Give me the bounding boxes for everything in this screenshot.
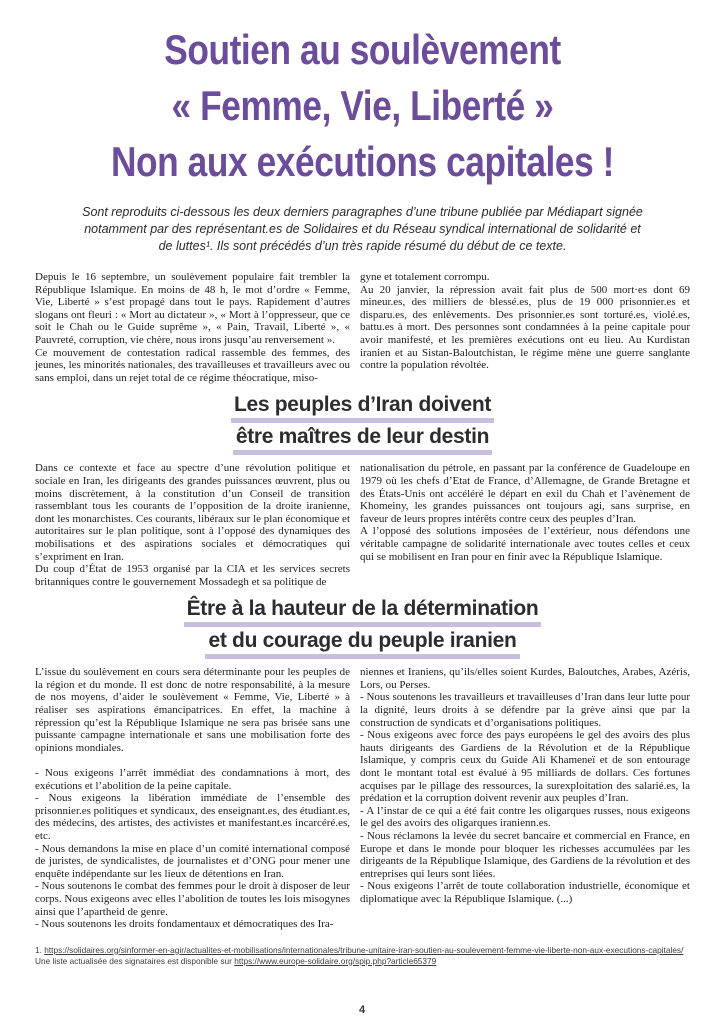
- paragraph-demand: - Nous soutenons les droits fondamentaux et démocratiques des Ira-: [35, 918, 334, 931]
- title-line-1: Soutien au soulèvement: [164, 26, 561, 73]
- paragraph-demand: - Nous exigeons l’arrêt immédiat des condamnations à mort, des exécutions et l’abolition de la peine capitale.: [35, 767, 350, 792]
- paragraph: A l’opposé des solutions imposées de l’extérieur, nous défendons une véritable campagne de solidarité internationale avec toutes celles et ceux qui se mobilisent en Iran pour en finir avec la République Islamique.: [360, 525, 690, 563]
- paragraph: niennes et Iraniens, qu’ils/elles soient Kurdes, Baloutches, Arabes, Azéris, Lors, ou Perses.: [360, 666, 690, 691]
- paragraph-demand: - Nous réclamons la levée du secret bancaire et commercial en France, en Europe et dans le monde pour bloquer les richesses accumulées par les dirigeants de la République Islamique, des Gardiens de la révolution et des entreprises qui leurs sont liées.: [360, 830, 690, 880]
- paragraph: Dans ce contexte et face au spectre d’une révolution politique et sociale en Iran, les dirigeants des grandes puissances œuvrent, plus ou moins discrètement, à la constitution d’un Conseil de transition rassemblant tous les courants de l’opposition de la droite iranienne, dont les monarchistes. Ces courants, libéraux sur le plan économique et autoritaires sur le plan politique, sont à l’opposé des dynamiques des mobilisations et des aspirations sociales et démocratiques qui s’expriment en Iran.: [35, 462, 350, 563]
- heading-text: Les peuples d’Iran doivent: [231, 393, 494, 423]
- heading-text: Être à la hauteur de la détermination: [184, 597, 542, 627]
- column-right: [360, 271, 690, 372]
- section-heading-hauteur-determination: [35, 597, 690, 659]
- paragraph-demand: - Nous exigeons avec force des pays européens le gel des avoirs des plus hauts dirigeants des Gardiens de la Révolution et de la République Islamique, y compris ceux du Guide Ali Khameneï et de son entourage dont le montant total est évalué à 95 milliards de dollars. Ces fortunes acquises par le pillage des ressources, la surexploitation des salarié.es, la prédation et la corruption doivent revenir aux peuples d’Iran.: [360, 729, 690, 805]
- section-heading-peuples-iran: [35, 393, 690, 455]
- page-number: 4: [358, 1004, 366, 1016]
- paragraph-demand: - Nous exigeons l’arrêt de toute collaboration industrielle, économique et diplomatique avec la République Islamique. (...): [360, 880, 690, 905]
- footnote-link-solidaires[interactable]: https://solidaires.org/sinformer-en-agir/actualites-et-mobilisations/internationales/tribune-unitaire-iran-soutien-au-soulevement-femme-vie-liberte-non-aux-executions-capitales/: [44, 944, 684, 955]
- body-block-1: [35, 271, 690, 384]
- heading-text: et du courage du peuple iranien: [205, 629, 519, 659]
- footnote-text: Une liste actualisée des signataires est disponible sur: [35, 955, 232, 966]
- paragraph: Au 20 janvier, la répression avait fait plus de 500 mort·es dont 69 mineur.es, des milliers de blessé.es, plus de 19 000 prisonnier.es et disparu.es, des enlèvements. Des prisonnier.es sont torturé.es, violé.es, battu.es à mort. Des personnes sont condamnées à la peine capitale pour avoir manifesté, et les premières exécutions ont eu lieu. Au Kurdistan iranien et au Sistan-Baloutchistan, le régime mène une guerre sanglante contre la population révoltée.: [360, 283, 690, 372]
- paragraph-demand: - Nous soutenons les travailleurs et travailleuses d’Iran dans leur lutte pour la dignité, leurs droits à se défendre par la grève ainsi que par la construction de syndicats et d’organisations politiques.: [360, 691, 690, 729]
- page-title: [35, 22, 690, 190]
- body-block-3: [35, 666, 690, 930]
- paragraph: nationalisation du pétrole, en passant par la conférence de Guadeloupe en 1979 où les chefs d’Etat de France, d’Allemagne, de Grande Bretagne et des États-Unis ont accéléré le départ en exil du Chah et l’avènement de Khomeiny, les grandes puissances ont toujours agi, sans surprise, en faveur de leurs propres intérêts contre ceux des peuples d’Iran.: [360, 462, 690, 525]
- column-left: [35, 666, 350, 930]
- heading-line: [35, 425, 690, 455]
- heading-line: [35, 629, 690, 659]
- paragraph: L’issue du soulèvement en cours sera déterminante pour les peuples de la région et du monde. Il est donc de notre responsabilité, à la mesure de nos moyens, d’aider le soulèvement « Femme, Vie, Liberté » à réaliser ses aspirations émancipatrices. En effet, la machine à répression qu’est la République Islamique ne sera pas brisée sans une puissante campagne internationale et sans une mobilisation forte des opinions mondiales.: [35, 666, 350, 754]
- column-left: [35, 271, 350, 384]
- intro-paragraph: Sont reproduits ci-dessous les deux derniers paragraphes d’une tribune publiée par Médiapart signée notamment par des représentant.es de Solidaires et du Réseau syndical international de solidarité et de luttes¹. Ils sont précédés d’un très rapide résumé du début de ce texte.: [82, 205, 643, 253]
- paragraph-demand: - Nous exigeons la libération immédiate de l’ensemble des prisonnier.es politiques et syndicaux, des enseignant.es, des étudiant.es, des médecins, des artistes, des activistes et manifestant.es incarcéré.es, etc.: [35, 792, 350, 842]
- paragraph-demand: - Nous demandons la mise en place d’un comité international composé de juristes, de syndicalistes, de journalistes et d’ONG pour mener une enquête indépendante sur les lieux de détentions en Iran.: [35, 842, 350, 880]
- paragraph: Du coup d’État de 1953 organisé par la CIA et les services secrets britanniques contre le gouvernement Mossadegh et sa politique de: [35, 563, 350, 588]
- paragraph: gyne et totalement corrompu.: [360, 271, 490, 283]
- paragraph: Depuis le 16 septembre, un soulèvement populaire fait trembler la République Islamique. En moins de 48 h, le mot d’ordre « Femme, Vie, Liberté » s’est propagé dans tout le pays. Rapidement d’autres slogans ont fleuri : « Mort au dictateur », « Mort à l’oppresseur, que ce soit le Chah ou le Guide suprême », « Pain, Travail, Liberté », « Pauvreté, corruption, vie chère, nous irons jusqu’au renversement ».: [35, 271, 350, 346]
- paragraph-demand: - A l’instar de ce qui a été fait contre les oligarques russes, nous exigeons le gel des avoirs des oligarques iranienn.es.: [360, 804, 690, 830]
- column-right: [360, 462, 690, 563]
- heading-line: [35, 597, 690, 627]
- paragraph: Ce mouvement de contestation radical rassemble des femmes, des jeunes, les minorités nationales, des travailleuses et travailleurs avec ou sans emploi, dans un rejet total de ce régime théocratique, miso-: [35, 346, 350, 384]
- body-block-2: [35, 462, 690, 588]
- title-line-2: « Femme, Vie, Liberté »: [171, 82, 554, 129]
- footnote-line-1: [35, 945, 690, 956]
- column-left: [35, 462, 350, 588]
- footnote: [35, 945, 690, 967]
- heading-text: être maîtres de leur destin: [233, 425, 492, 455]
- heading-line: [35, 393, 690, 423]
- footnote-line-2: [35, 956, 690, 967]
- footnote-ref-marker: 1.: [35, 944, 42, 955]
- paragraph-demand: - Nous soutenons le combat des femmes pour le droit à disposer de leur corps. Nous exigeons avec elles l’abolition de toutes les lois misogynes ainsi que l’apartheid de genre.: [35, 880, 350, 918]
- title-line-3: Non aux exécutions capitales !: [110, 138, 615, 185]
- column-right: [360, 666, 690, 905]
- footnote-link-europe-solidaire[interactable]: https://www.europe-solidaire.org/spip.php?article65379: [234, 955, 437, 966]
